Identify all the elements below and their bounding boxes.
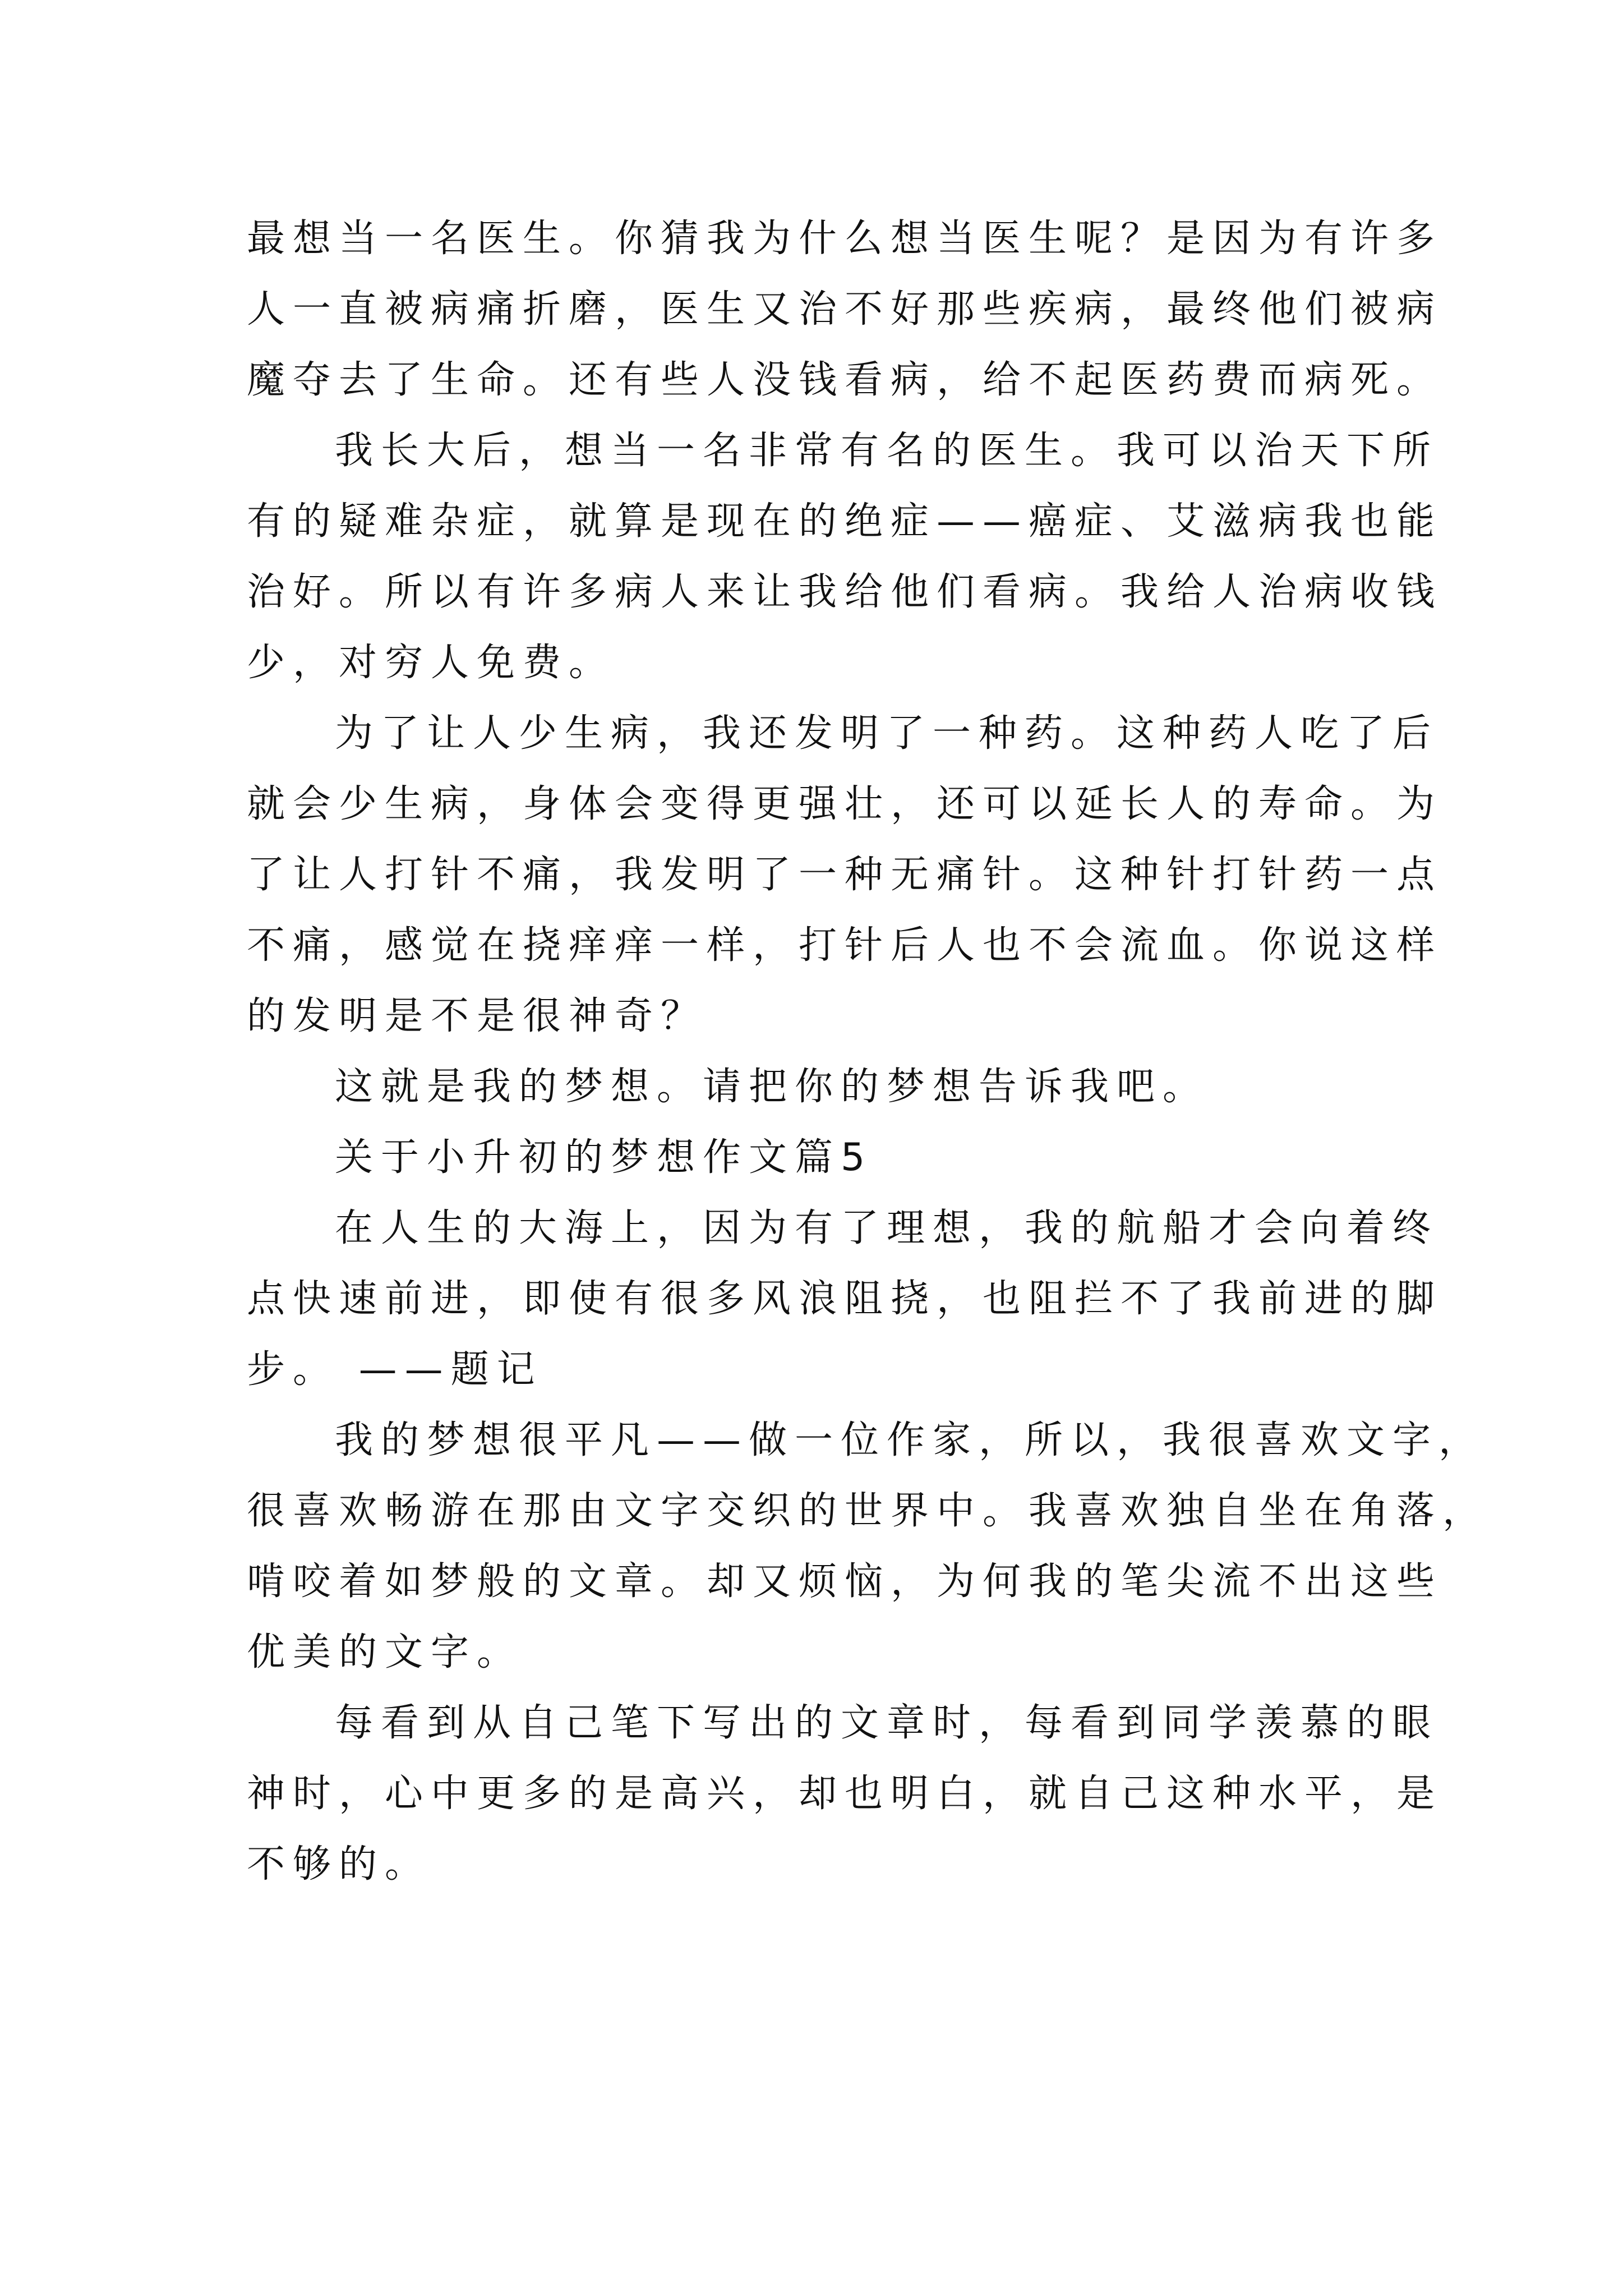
section-heading: 关于小升初的梦想作文篇5 <box>335 1135 873 1180</box>
paragraph-first-line: 我的梦想很平凡——做一位作家，所以，我很喜欢文字， <box>335 1418 1485 1462</box>
text-line: 神时，心中更多的是高兴，却也明白，就自己这种水平，是 <box>247 1772 1443 1816</box>
text-line: 少，对穷人免费。 <box>247 641 615 685</box>
text-line: 魔夺去了生命。还有些人没钱看病，给不起医药费而病死。 <box>247 358 1443 402</box>
text-line: 最想当一名医生。你猜我为什么想当医生呢？是因为有许多 <box>247 217 1443 261</box>
text-line: 有的疑难杂症，就算是现在的绝症——癌症、艾滋病我也能 <box>247 499 1443 544</box>
paragraph-first-line: 在人生的大海上，因为有了理想，我的航船才会向着终 <box>335 1206 1439 1250</box>
text-line: 不痛，感觉在挠痒痒一样，打针后人也不会流血。你说这样 <box>247 923 1443 968</box>
text-line: 步。 ——题记 <box>247 1347 543 1392</box>
paragraph-first-line: 为了让人少生病，我还发明了一种药。这种药人吃了后 <box>335 711 1439 756</box>
text-line: 人一直被病痛折磨，医生又治不好那些疾病，最终他们被病 <box>247 287 1443 332</box>
paragraph-first-line: 我长大后，想当一名非常有名的医生。我可以治天下所 <box>335 429 1439 473</box>
text-line: 优美的文字。 <box>247 1630 523 1674</box>
text-line: 很喜欢畅游在那由文字交织的世界中。我喜欢独自坐在角落， <box>247 1489 1489 1533</box>
text-line: 治好。所以有许多病人来让我给他们看病。我给人治病收钱 <box>247 570 1443 614</box>
text-line: 就会少生病，身体会变得更强壮，还可以延长人的寿命。为 <box>247 782 1443 826</box>
text-line: 啃咬着如梦般的文章。却又烦恼，为何我的笔尖流不出这些 <box>247 1559 1443 1604</box>
paragraph-first-line: 每看到从自己笔下写出的文章时，每看到同学羡慕的眼 <box>335 1701 1439 1745</box>
text-line: 的发明是不是很神奇？ <box>247 994 707 1038</box>
paragraph-first-line: 这就是我的梦想。请把你的梦想告诉我吧。 <box>335 1065 1209 1109</box>
text-line: 点快速前进，即使有很多风浪阻挠，也阻拦不了我前进的脚 <box>247 1277 1443 1321</box>
text-line: 不够的。 <box>247 1842 431 1887</box>
text-line: 了让人打针不痛，我发明了一种无痛针。这种针打针药一点 <box>247 853 1443 897</box>
